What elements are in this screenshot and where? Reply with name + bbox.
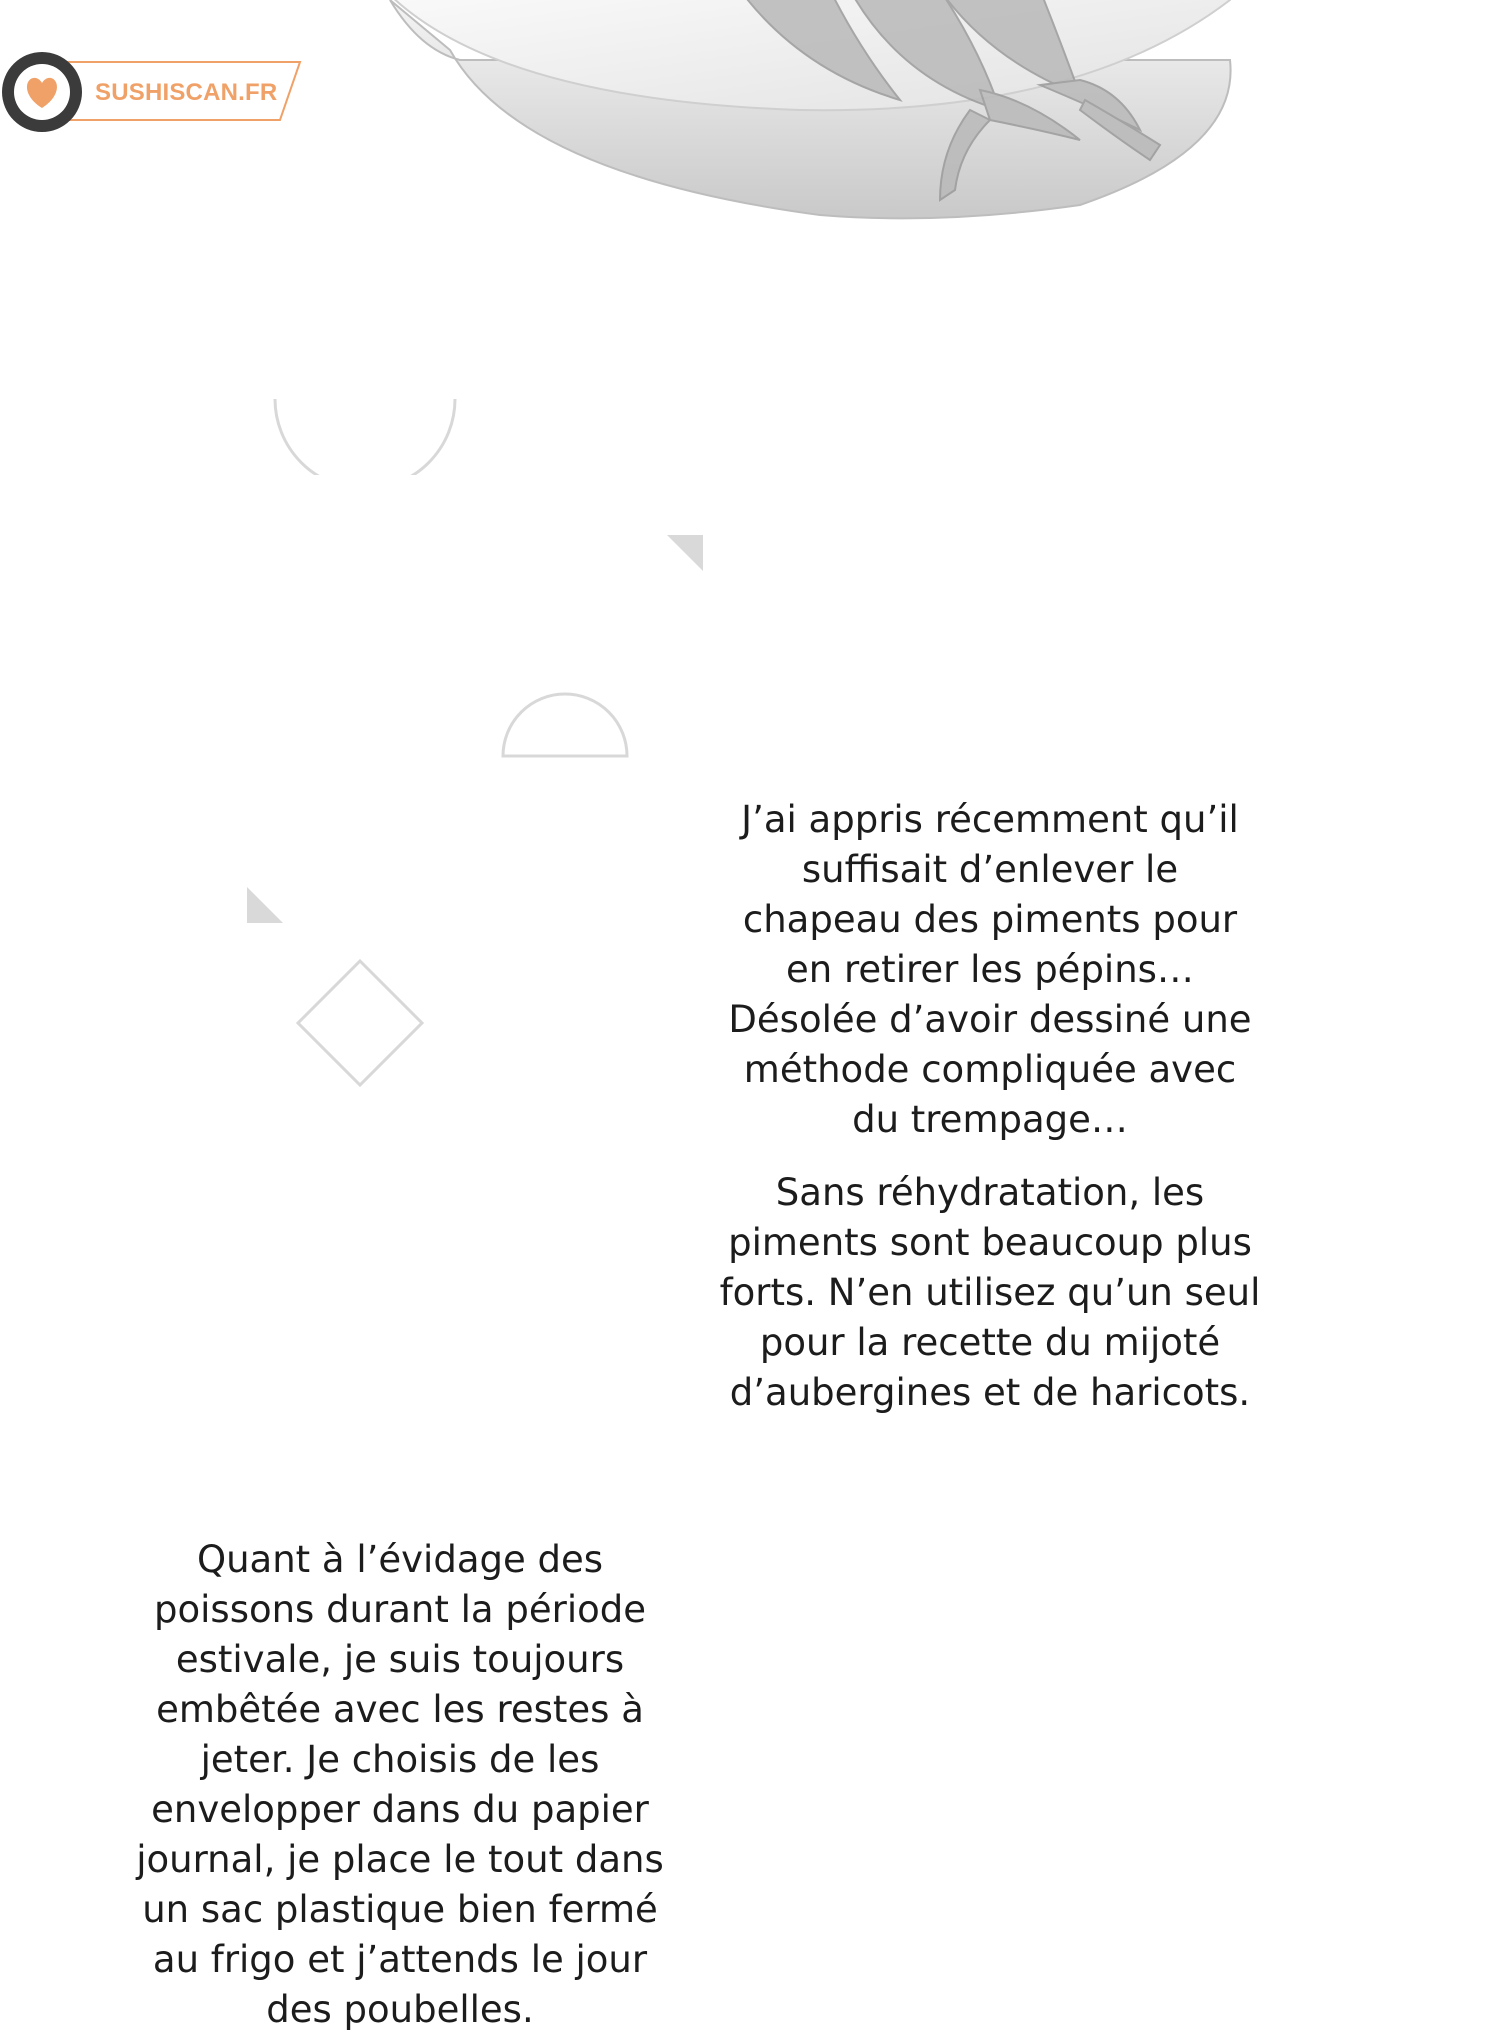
- text-block-first-paragraph: J’ai appris récemment qu’il suffisait d’enlever le chapeau des piments pour en retirer les pépins… Désolée d’avoir dessiné une méthode compliquée avec du trempage…: [728, 798, 1252, 1141]
- diamond-icon: [295, 958, 425, 1088]
- text-block-third-paragraph: Quant à l’évidage des poissons durant la période estivale, je suis toujours embêtée avec les restes à jeter. Je choisis de les envelopper dans du papier journal, je place le tout dans un sac plastique bien fermé au frigo et j’attends le jour des poubelles.: [136, 1538, 664, 2031]
- text-block-third: [130, 1535, 670, 2035]
- circle-arc-icon: [265, 395, 465, 475]
- bowl-illustration: [380, 0, 1280, 230]
- triangle-icon: [245, 885, 285, 925]
- half-circle-icon: [500, 690, 630, 760]
- text-block-second-paragraph: Sans réhydratation, les piments sont beaucoup plus forts. N’en utilisez qu’un seul pour la recette du mijoté d’aubergines et de haricots.: [719, 1171, 1261, 1414]
- text-block-second: [710, 1168, 1270, 1418]
- triangle-icon: [665, 533, 705, 573]
- text-block-first: [720, 795, 1260, 1145]
- watermark-label: SUSHISCAN.FR: [95, 79, 278, 106]
